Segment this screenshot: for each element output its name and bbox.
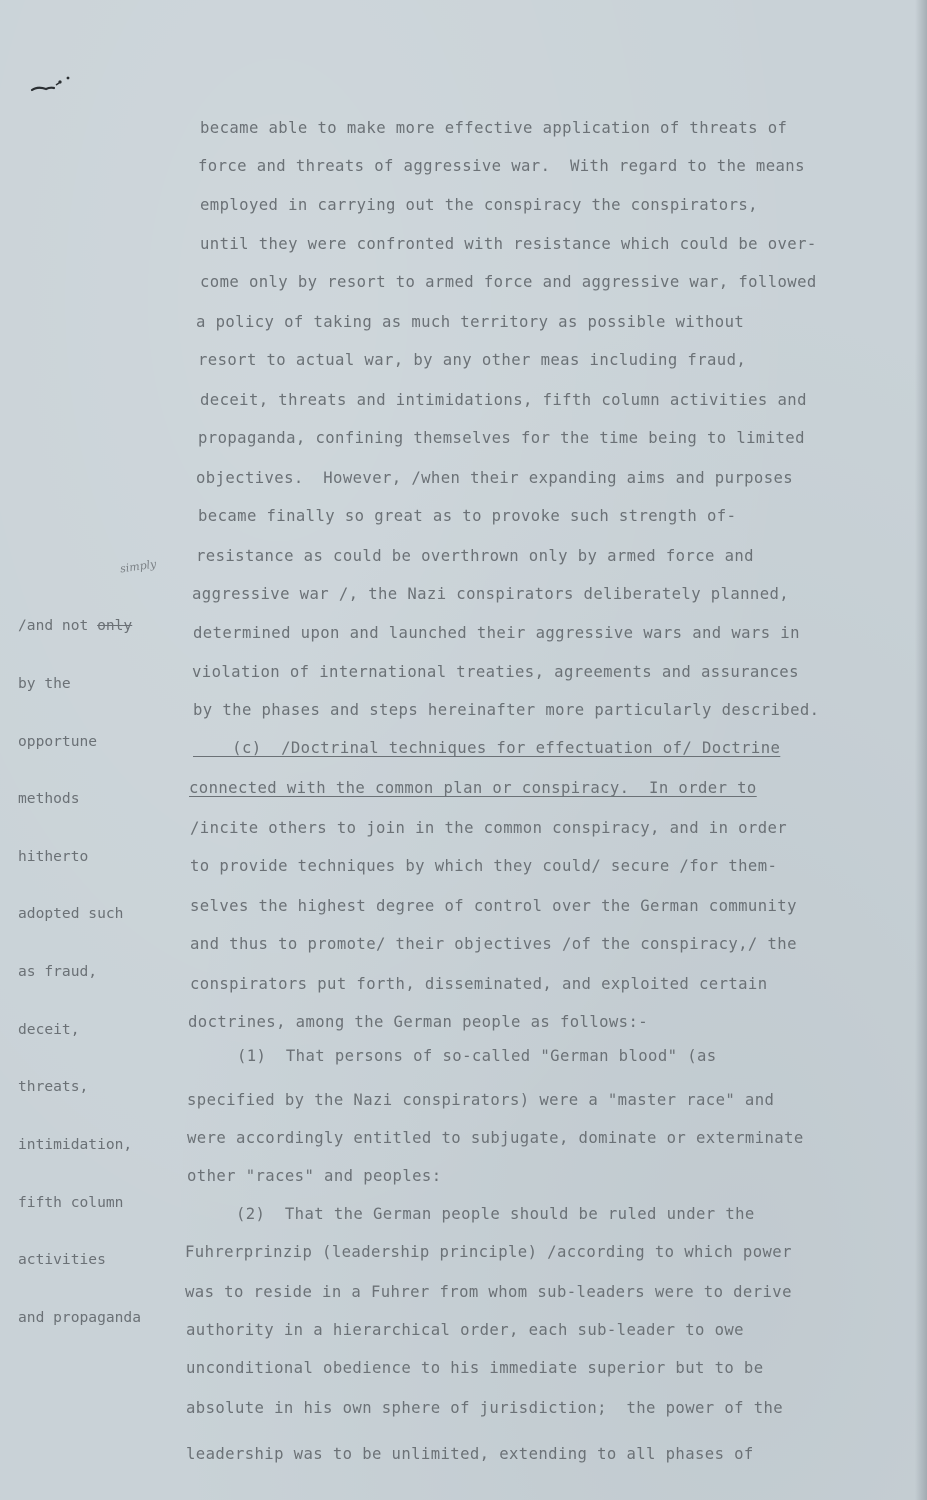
margin-note-line: threats, [18, 1078, 89, 1096]
body-line: resort to actual war, by any other meas including fraud, [198, 351, 747, 369]
body-line: selves the highest degree of control over the German community [190, 897, 797, 915]
body-line: became finally so great as to provoke such strength of- [198, 507, 737, 525]
body-line: propaganda, confining themselves for the time being to limited [198, 429, 805, 447]
handwritten-insert-simply: simply [119, 557, 158, 576]
margin-note-line: deceit, [18, 1020, 80, 1038]
margin-note-struck-word: only [97, 617, 133, 635]
margin-note-line: opportune [18, 732, 98, 750]
body-line: Fuhrerprinzip (leadership principle) /according to which power [185, 1243, 792, 1261]
body-line: to provide techniques by which they could/ secure /for them- [190, 857, 778, 875]
margin-note-line: methods [18, 790, 80, 808]
margin-note-first-line [18, 616, 188, 635]
body-line: conspirators put forth, disseminated, and exploited certain [190, 975, 768, 993]
body-line: until they were confronted with resistance which could be over- [200, 235, 817, 253]
body-line: objectives. However, /when their expanding aims and purposes [196, 469, 794, 487]
margin-note-line: intimidation, [18, 1135, 133, 1153]
body-line: determined upon and launched their aggressive wars and wars in [193, 624, 800, 642]
body-line: (1) That persons of so-called "German blood" (as [188, 1047, 717, 1065]
body-line: authority in a hierarchical order, each sub-leader to owe [186, 1321, 744, 1339]
margin-note-line: as fraud, [18, 963, 98, 981]
body-line: doctrines, among the German people as follows:- [188, 1013, 649, 1031]
margin-note-line: and propaganda [18, 1308, 142, 1326]
body-line: and thus to promote/ their objectives /of the conspiracy,/ the [190, 935, 797, 953]
margin-note-prefix: /and not [18, 617, 98, 635]
margin-note-line: adopted such [18, 905, 124, 923]
margin-note-line: by the [18, 675, 71, 693]
body-line: force and threats of aggressive war. With regard to the means [198, 157, 805, 175]
body-line: was to reside in a Fuhrer from whom sub-leaders were to derive [185, 1283, 792, 1301]
body-line: other "races" and peoples: [187, 1167, 442, 1185]
body-line: connected with the common plan or conspiracy. In order to [189, 779, 757, 797]
body-line: were accordingly entitled to subjugate, dominate or exterminate [187, 1129, 804, 1147]
margin-note-line: hitherto [18, 847, 89, 865]
body-line: deceit, threats and intimidations, fifth column activities and [200, 391, 807, 409]
body-line: resistance as could be overthrown only by armed force and [196, 547, 754, 565]
body-line: unconditional obedience to his immediate superior but to be [186, 1359, 764, 1377]
body-line: (2) That the German people should be ruled under the [187, 1205, 755, 1223]
margin-annotation [18, 578, 188, 1365]
margin-note-line: fifth column [18, 1193, 124, 1211]
body-line: absolute in his own sphere of jurisdiction; the power of the [186, 1399, 784, 1417]
body-line: employed in carrying out the conspiracy the conspirators, [200, 196, 758, 214]
margin-note-line: activities [18, 1251, 106, 1269]
body-line: violation of international treaties, agreements and assurances [192, 663, 799, 681]
body-line: come only by resort to armed force and aggressive war, followed [200, 273, 817, 291]
body-line: leadership was to be unlimited, extending to all phases of [186, 1445, 754, 1463]
body-line: aggressive war /, the Nazi conspirators deliberately planned, [192, 585, 790, 603]
body-line: specified by the Nazi conspirators) were a "master race" and [187, 1091, 775, 1109]
body-line: /incite others to join in the common conspiracy, and in order [190, 819, 788, 837]
body-line: by the phases and steps hereinafter more particularly described. [193, 701, 820, 719]
body-line: a policy of taking as much territory as possible without [196, 313, 745, 331]
body-line: became able to make more effective application of threats of [200, 119, 788, 137]
body-line: (c) /Doctrinal techniques for effectuation of/ Doctrine [193, 739, 781, 757]
